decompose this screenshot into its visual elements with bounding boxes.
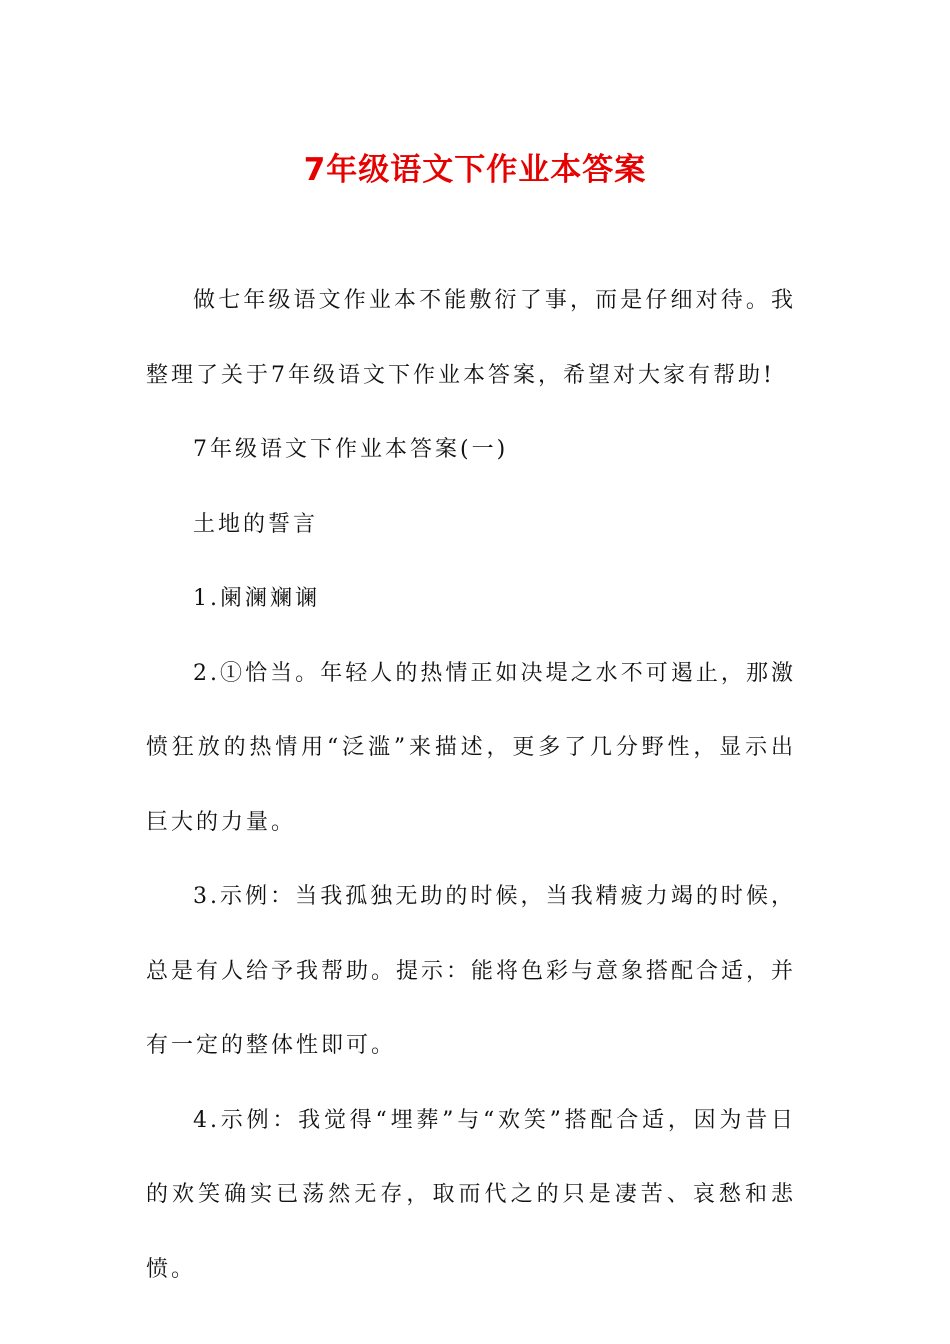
answer-1: 1.阑澜斓谰 [193,586,320,611]
intro-paragraph: 做七年级语文作业本不能敷衍了事，而是仔细对待。我整理了关于7年级语文下作业本答案，希望对大家有帮助! [146,288,796,388]
section-heading: 7年级语文下作业本答案(一) [193,437,509,462]
answer-3: 3.示例：当我孤独无助的时候，当我精疲力竭的时候，总是有人给予我帮助。提示：能将色彩与意象搭配合适，并有一定的整体性即可。 [146,884,797,1058]
document-body [146,264,796,1307]
document-title: 7年级语文下作业本答案 [303,152,647,188]
lesson-title: 土地的誓言 [193,511,319,537]
answer-2: 2.①恰当。年轻人的热情正如决堤之水不可遏止，那激愤狂放的热情用“泛滥”来描述，更多了几分野性，显示出巨大的力量。 [146,660,796,835]
answer-4: 4.示例：我觉得“埋葬”与“欢笑”搭配合适，因为昔日的欢笑确实已荡然无存，取而代之的只是凄苦、哀愁和悲愤。 [146,1107,796,1282]
